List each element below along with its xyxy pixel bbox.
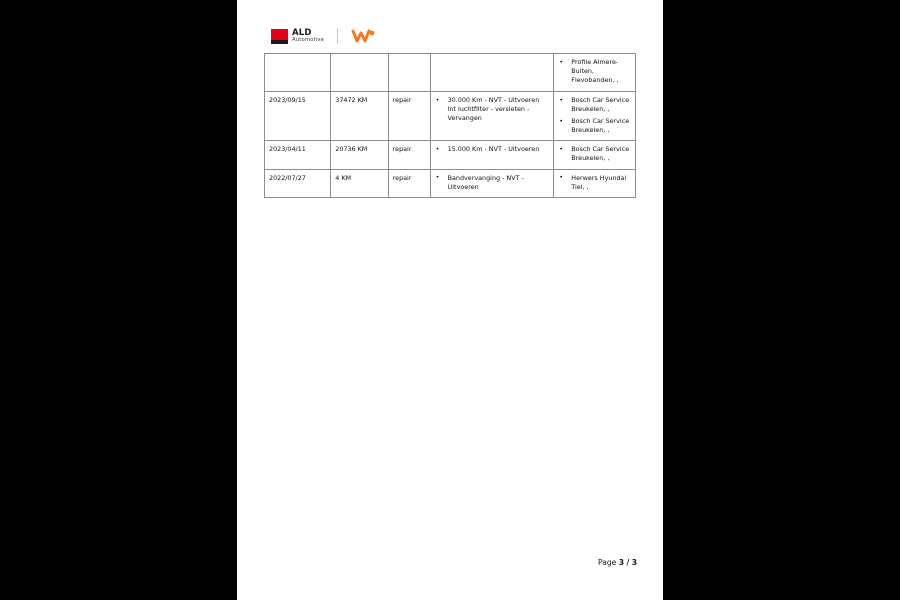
page-number-footer <box>598 558 637 567</box>
cell-date: 2023/09/15 <box>265 92 331 141</box>
page-separator: / <box>626 558 630 567</box>
cell-description <box>430 54 554 92</box>
cell-odometer <box>331 54 388 92</box>
page-current: 3 <box>618 558 625 567</box>
cell-type: repair <box>388 92 430 141</box>
cell-odometer: 4 KM <box>331 169 388 197</box>
table-row <box>265 54 636 92</box>
table-row <box>265 141 636 169</box>
cell-type: repair <box>388 169 430 197</box>
page-total: 3 <box>631 558 637 567</box>
ald-logo-mark-icon <box>271 29 288 44</box>
ald-logo-name: ALD <box>292 27 312 38</box>
cell-vendor: • Bosch Car Service Breukelen, , <box>554 141 636 169</box>
cell-date: 2023/04/11 <box>265 141 331 169</box>
logo-divider <box>337 28 338 44</box>
w-logo-icon <box>351 28 377 44</box>
table-row <box>265 92 636 141</box>
document-header-logos <box>271 28 377 44</box>
service-history-table <box>264 53 636 198</box>
table-row <box>265 169 636 197</box>
cell-vendor: • Profile Almere-Buiten, Flevobanden, , <box>554 54 636 92</box>
cell-description: • 15.000 Km - NVT - Uitvoeren <box>430 141 554 169</box>
cell-description: • Bandvervanging - NVT - Uitvoeren <box>430 169 554 197</box>
cell-date: 2022/07/27 <box>265 169 331 197</box>
cell-type <box>388 54 430 92</box>
cell-date <box>265 54 331 92</box>
cell-vendor: • Bosch Car Service Breukelen, , • Bosch Car Service Breukelen, , <box>554 92 636 141</box>
ald-logo <box>271 29 324 44</box>
page-label: Page <box>597 558 617 567</box>
document-page <box>237 0 663 600</box>
cell-vendor: • Herwers Hyundai Tiel, , <box>554 169 636 197</box>
ald-logo-subtitle: Automotive <box>292 36 325 43</box>
cell-description: • 30.000 Km - NVT - Uitvoeren lnt luchtfilter - versleten - Vervangen <box>430 92 554 141</box>
ald-logo-text <box>292 29 324 43</box>
cell-odometer: 20736 KM <box>331 141 388 169</box>
cell-odometer: 37472 KM <box>331 92 388 141</box>
cell-type: repair <box>388 141 430 169</box>
